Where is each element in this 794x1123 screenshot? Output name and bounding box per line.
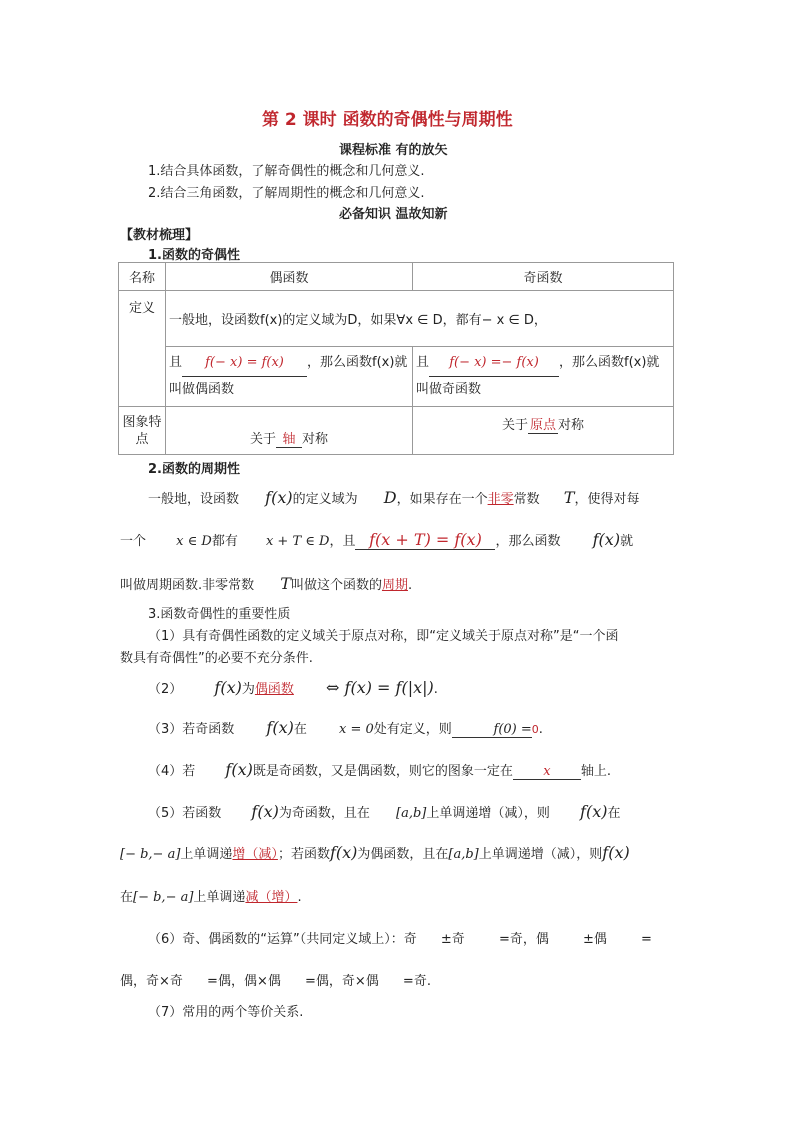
col-even-header: 偶函数 — [166, 263, 413, 291]
section1-heading: 1.函数的奇偶性 — [148, 248, 240, 263]
def-common: 一般地，设函数f(x)的定义域为D，如果∀x ∈ D，都有− x ∈ D， — [166, 291, 674, 347]
row-graph-label: 图象特点 — [119, 407, 166, 455]
col-odd-header: 奇函数 — [413, 263, 674, 291]
odd-graph-cell: 关于 原点 对称 — [413, 407, 674, 455]
s3-p5-line1: （5）若函数 f(x)为奇函数，且在 [a,b]上单调递增（减），则 f(x)在 — [148, 802, 621, 821]
s2-line3: 叫做周期函数.非零常数 T叫做这个函数的周期. — [120, 574, 413, 593]
s3-p7: （7）常用的两个等价关系. — [148, 1005, 304, 1020]
row-def-label: 定义 — [119, 291, 166, 407]
standard-item-1: 1.结合具体函数，了解奇偶性的概念和几何意义. — [148, 164, 425, 179]
s3-p6-line1: （6）奇、偶函数的“运算”（共同定义域上）：奇 ±奇 =奇，偶 ±偶 = — [148, 932, 652, 947]
section3-heading: 3.函数奇偶性的重要性质 — [148, 607, 291, 622]
even-def-fill: f(− x) = f(x) — [182, 350, 307, 377]
odd-def-cell: 且 f(− x) =− f(x) ，那么函数f(x)就叫做奇函数 — [413, 347, 674, 407]
s3-p5-line3: 在[− b,− a]上单调递减（增）. — [120, 890, 302, 905]
review-heading: 【教材梳理】 — [120, 228, 199, 243]
axis-fill: x — [513, 764, 581, 780]
odd-graph-fill: 原点 — [528, 414, 558, 434]
page-title: 第 2 课时 函数的奇偶性与周期性 — [262, 110, 513, 130]
even-graph-fill: 轴 — [276, 428, 302, 448]
odd-def-fill: f(− x) =− f(x) — [429, 350, 559, 377]
s2-line1: 一般地，设函数 f(x)的定义域为 D，如果存在一个非零常数 T，使得对每 — [148, 488, 640, 507]
s3-p1-line2: 数具有奇偶性”的必要不充分条件. — [120, 651, 313, 666]
standard-item-2: 2.结合三角函数，了解周期性的概念和几何意义. — [148, 186, 425, 201]
parity-table — [118, 262, 674, 455]
s3-p3: （3）若奇函数 f(x)在 x = 0处有定义，则 f(0) =0. — [148, 718, 543, 737]
standards-heading: 课程标准 有的放矢 — [339, 143, 448, 158]
s3-p2: （2） f(x)为偶函数 ⇔ f(x) = f(|x|). — [148, 678, 438, 697]
section2-heading: 2.函数的周期性 — [148, 462, 240, 477]
s3-p6-line2: 偶，奇×奇 =偶，偶×偶 =偶，奇×偶 =奇. — [120, 974, 431, 989]
even-def-cell: 且 f(− x) = f(x) ，那么函数f(x)就叫做偶函数 — [166, 347, 413, 407]
knowledge-heading: 必备知识 温故知新 — [339, 207, 448, 222]
col-name-header: 名称 — [119, 263, 166, 291]
s3-p1-line1: （1）具有奇偶性函数的定义域关于原点对称，即“定义域关于原点对称”是“一个函 — [148, 629, 619, 644]
f0-fill: f(0) = — [452, 722, 532, 738]
period-def-fill: f(x + T) = f(x) — [355, 530, 495, 550]
s3-p5-line2: [− b,− a]上单调递增（减）；若函数f(x)为偶函数，且在[a,b]上单调递增（减），则f(x) — [120, 843, 630, 862]
s2-line2: 一个 x ∈ D都有 x + T ∈ D，且 f(x + T) = f(x) ，那么函数 f(x)就 — [120, 530, 634, 549]
s3-p4: （4）若 f(x)既是奇函数，又是偶函数，则它的图象一定在 x 轴上. — [148, 760, 612, 779]
even-graph-cell: 关于 轴 对称 — [166, 407, 413, 455]
